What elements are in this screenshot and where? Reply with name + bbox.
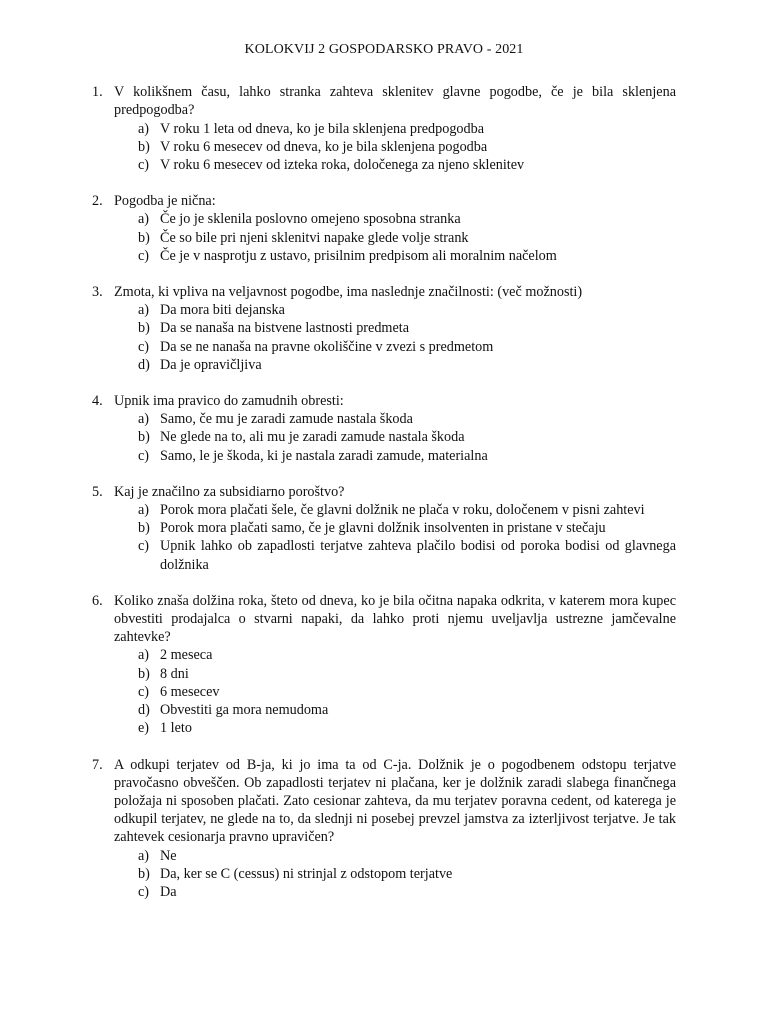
answer-option <box>138 247 676 265</box>
option-text: Porok mora plačati samo, če je glavni dolžnik insolventen in pristane v stečaju <box>160 520 606 537</box>
option-text: V roku 6 mesecev od dneva, ko je bila sklenjena pogodba <box>160 138 488 155</box>
answer-option <box>138 719 676 737</box>
answer-option <box>138 301 676 319</box>
question-number: 1. <box>92 84 103 101</box>
question-number: 2. <box>92 193 103 210</box>
answer-option <box>138 865 676 883</box>
question-text: Kaj je značilno za subsidiarno poroštvo? <box>114 483 345 500</box>
question-list <box>92 83 676 901</box>
option-label: c) <box>138 538 150 555</box>
option-label: a) <box>138 502 150 519</box>
option-text: Da mora biti dejanska <box>160 302 285 319</box>
option-label: a) <box>138 411 150 428</box>
question <box>92 592 676 647</box>
answer-options <box>92 646 676 737</box>
answer-option <box>138 120 676 138</box>
answer-option <box>138 338 676 356</box>
document-title: KOLOKVIJ 2 GOSPODARSKO PRAVO - 2021 <box>244 42 524 57</box>
option-text: Da se ne nanaša na pravne okoliščine v zvezi s predmetom <box>160 338 494 355</box>
answer-option <box>138 356 676 374</box>
question-block <box>92 392 676 465</box>
option-text: 2 meseca <box>160 647 213 664</box>
option-text: Če jo je sklenila poslovno omejeno sposobna stranka <box>160 211 461 228</box>
answer-option <box>138 883 676 901</box>
answer-options <box>92 501 676 574</box>
question-number: 3. <box>92 284 103 301</box>
option-text: Obvestiti ga mora nemudoma <box>160 702 329 719</box>
question-block <box>92 192 676 265</box>
answer-option <box>138 537 676 573</box>
question-number: 4. <box>92 393 103 410</box>
question-number: 6. <box>92 592 103 609</box>
question-text: Upnik ima pravico do zamudnih obresti: <box>114 393 344 410</box>
answer-option <box>138 428 676 446</box>
option-label: b) <box>138 229 150 246</box>
question <box>92 283 676 301</box>
question <box>92 83 676 119</box>
option-label: a) <box>138 120 150 137</box>
answer-option <box>138 665 676 683</box>
question <box>92 192 676 210</box>
option-text: Upnik lahko ob zapadlosti terjatve zahteva plačilo bodisi od poroka bodisi od glavnega dolžnika <box>160 538 676 573</box>
option-label: c) <box>138 247 150 264</box>
option-label: a) <box>138 211 150 228</box>
answer-options <box>92 120 676 175</box>
question-text: A odkupi terjatev od B-ja, ki jo ima ta od C-ja. Dolžnik je o pogodbenem odstopu terjatve pravočasno obveščen. Ob zapadlosti terjatev ni plačana, ker je dolžnik zaradi slabega finančnega položaja ni sposoben plačati. Zato cesionar zahteva, da mu terjatev poravna cedent, od katerega je odkupil terjatev, ne glede na to, da slednji ni posebej prevzel jamstva za izterljivost terjatve. Je tak zahtevek cesionarja pravno upravičen? <box>114 756 676 846</box>
option-text: Samo, le je škoda, ki je nastala zaradi zamude, materialna <box>160 447 488 464</box>
answer-option <box>138 156 676 174</box>
option-text: Če je v nasprotju z ustavo, prisilnim predpisom ali moralnim načelom <box>160 247 557 264</box>
option-text: V roku 1 leta od dneva, ko je bila sklenjena predpogodba <box>160 120 484 137</box>
question-text: Zmota, ki vpliva na veljavnost pogodbe, ima naslednje značilnosti: (več možnosti) <box>114 284 583 301</box>
option-text: Da <box>160 883 177 900</box>
option-label: c) <box>138 683 150 700</box>
question-block <box>92 83 676 174</box>
option-label: b) <box>138 865 150 882</box>
answer-option <box>138 646 676 664</box>
option-label: a) <box>138 302 150 319</box>
answer-option <box>138 447 676 465</box>
option-text: Ne <box>160 847 177 864</box>
option-label: a) <box>138 647 150 664</box>
question-text: V kolikšnem času, lahko stranka zahteva sklenitev glavne pogodbe, če je bila sklenjena predpogodba? <box>114 84 676 119</box>
option-label: e) <box>138 720 150 737</box>
option-label: c) <box>138 883 150 900</box>
answer-option <box>138 519 676 537</box>
option-text: 1 leto <box>160 720 192 737</box>
question <box>92 483 676 501</box>
option-text: Samo, če mu je zaradi zamude nastala škoda <box>160 411 413 428</box>
question-text: Pogodba je nična: <box>114 193 216 210</box>
question-block <box>92 283 676 374</box>
option-text: Ne glede na to, ali mu je zaradi zamude nastala škoda <box>160 429 465 446</box>
answer-options <box>92 410 676 465</box>
option-label: d) <box>138 356 150 373</box>
answer-option <box>138 138 676 156</box>
option-text: 8 dni <box>160 665 189 682</box>
option-label: c) <box>138 157 150 174</box>
option-label: c) <box>138 447 150 464</box>
option-label: b) <box>138 520 150 537</box>
question <box>92 392 676 410</box>
option-label: d) <box>138 702 150 719</box>
option-label: a) <box>138 847 150 864</box>
option-label: b) <box>138 320 150 337</box>
answer-options <box>92 210 676 265</box>
question-number: 7. <box>92 756 103 773</box>
option-label: b) <box>138 429 150 446</box>
answer-option <box>138 701 676 719</box>
question <box>92 756 676 847</box>
answer-option <box>138 847 676 865</box>
answer-option <box>138 683 676 701</box>
question-block <box>92 592 676 738</box>
answer-options <box>92 847 676 902</box>
option-text: 6 mesecev <box>160 683 220 700</box>
option-label: c) <box>138 338 150 355</box>
question-block <box>92 483 676 574</box>
answer-option <box>138 229 676 247</box>
option-text: Če so bile pri njeni sklenitvi napake glede volje strank <box>160 229 469 246</box>
answer-option <box>138 410 676 428</box>
question-text: Koliko znaša dolžina roka, šteto od dneva, ko je bila očitna napaka odkrita, v katerem mora kupec obvestiti prodajalca o stvarni napaki, da lahko proti njemu uveljavlja ustrezne jamčevalne zahtevke? <box>114 592 676 646</box>
answer-option <box>138 501 676 519</box>
question-block <box>92 756 676 902</box>
answer-option <box>138 319 676 337</box>
question-number: 5. <box>92 483 103 500</box>
option-text: Da je opravičljiva <box>160 356 262 373</box>
option-text: Da, ker se C (cessus) ni strinjal z odstopom terjatve <box>160 865 453 882</box>
option-text: V roku 6 mesecev od izteka roka, določenega za njeno sklenitev <box>160 157 525 174</box>
option-label: b) <box>138 665 150 682</box>
option-text: Da se nanaša na bistvene lastnosti predmeta <box>160 320 409 337</box>
answer-options <box>92 301 676 374</box>
option-text: Porok mora plačati šele, če glavni dolžnik ne plača v roku, določenem v pisni zahtevi <box>160 502 645 519</box>
option-label: b) <box>138 138 150 155</box>
answer-option <box>138 210 676 228</box>
